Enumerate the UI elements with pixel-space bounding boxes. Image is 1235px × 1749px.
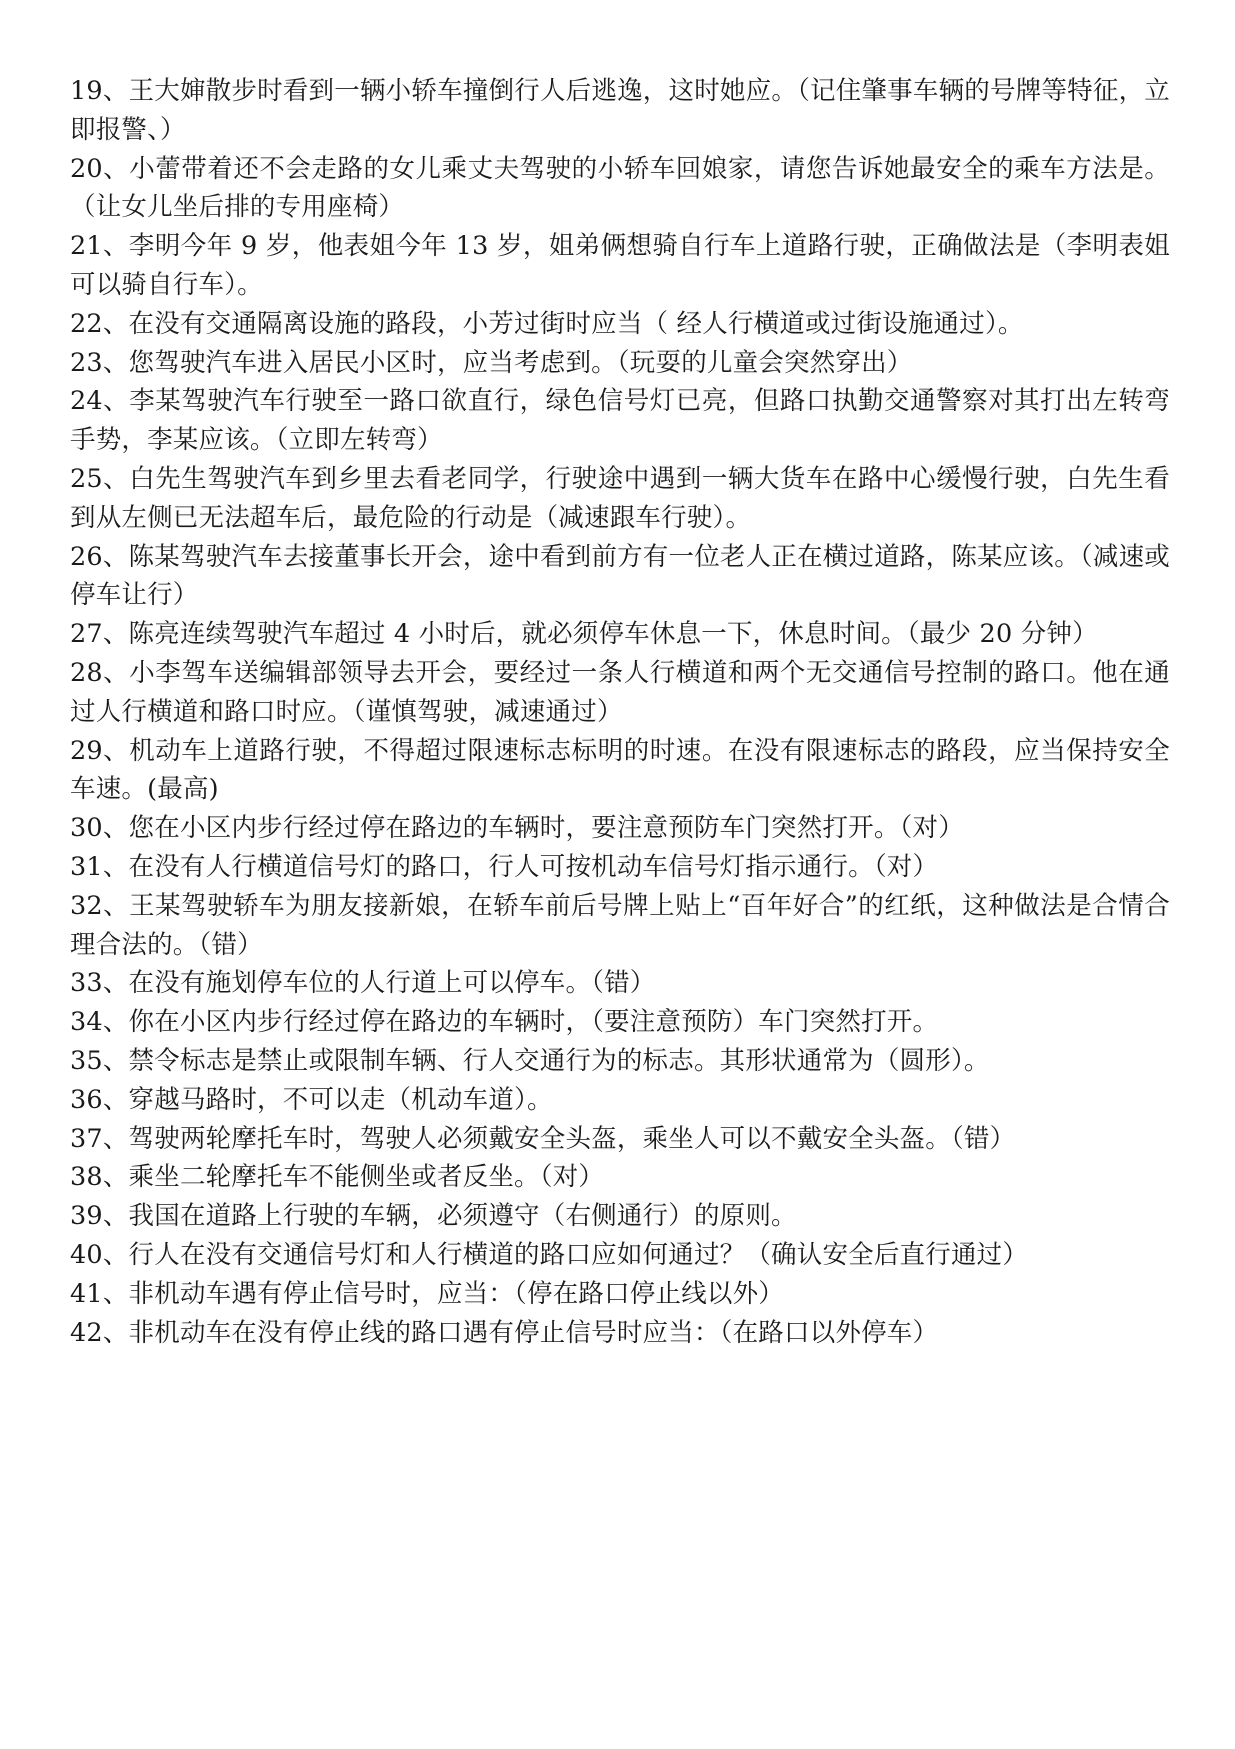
question-36: 36、穿越马路时，不可以走（机动车道）。 (70, 1084, 553, 1115)
question-27: 27、陈亮连续驾驶汽车超过 4 小时后，就必须停车休息一下，休息时间。（最少 20 分钟） (70, 619, 1098, 650)
question-19: 19、王大婶散步时看到一辆小轿车撞倒行人后逃逸，这时她应。（记住肇事车辆的号牌等特征，立即报警、） (70, 76, 1170, 145)
question-41: 41、非机动车遇有停止信号时，应当：（停在路口停止线以外） (70, 1278, 784, 1309)
document-page (70, 72, 1170, 1352)
question-23: 23、您驾驶汽车进入居民小区时，应当考虑到。（玩耍的儿童会突然穿出） (70, 347, 913, 378)
question-26: 26、陈某驾驶汽车去接董事长开会，途中看到前方有一位老人正在横过道路，陈某应该。（减速或停车让行） (70, 541, 1170, 611)
question-28: 28、小李驾车送编辑部领导去开会，要经过一条人行横道和两个无交通信号控制的路口。他在通过人行横道和路口时应。（谨慎驾驶，减速通过） (70, 657, 1170, 727)
question-20: 20、小蕾带着还不会走路的女儿乘丈夫驾驶的小轿车回娘家，请您告诉她最安全的乘车方法是。（让女儿坐后排的专用座椅） (70, 153, 1170, 223)
question-25: 25、白先生驾驶汽车到乡里去看老同学，行驶途中遇到一辆大货车在路中心缓慢行驶，白先生看到从左侧已无法超车后，最危险的行动是（减速跟车行驶）。 (70, 463, 1170, 533)
question-42: 42、非机动车在没有停止线的路口遇有停止信号时应当：（在路口以外停车） (70, 1317, 939, 1348)
question-24: 24、李某驾驶汽车行驶至一路口欲直行，绿色信号灯已亮，但路口执勤交通警察对其打出左转弯手势，李某应该。（立即左转弯） (70, 386, 1170, 456)
question-34: 34、你在小区内步行经过停在路边的车辆时，（要注意预防）车门突然打开。 (70, 1007, 939, 1038)
question-33: 33、在没有施划停车位的人行道上可以停车。（错） (70, 968, 656, 999)
question-37: 37、驾驶两轮摩托车时，驾驶人必须戴安全头盔，乘坐人可以不戴安全头盔。（错） (70, 1123, 1016, 1154)
question-40: 40、行人在没有交通信号灯和人行横道的路口应如何通过？（确认安全后直行通过） (70, 1239, 1029, 1270)
question-22: 22、在没有交通隔离设施的路段，小芳过街时应当（ 经人行横道或过街设施通过）。 (70, 308, 1024, 339)
question-38: 38、乘坐二轮摩托车不能侧坐或者反坐。（对） (70, 1162, 605, 1193)
question-21: 21、李明今年 9 岁，他表姐今年 13 岁，姐弟俩想骑自行车上道路行驶，正确做法是（李明表姐可以骑自行车）。 (70, 231, 1170, 300)
question-31: 31、在没有人行横道信号灯的路口，行人可按机动车信号灯指示通行。（对） (70, 851, 939, 882)
question-30: 30、您在小区内步行经过停在路边的车辆时，要注意预防车门突然打开。（对） (70, 813, 964, 844)
question-32: 32、王某驾驶轿车为朋友接新娘，在轿车前后号牌上贴上“百年好合”的红纸，这种做法是合情合理合法的。（错） (70, 890, 1170, 960)
question-35: 35、禁令标志是禁止或限制车辆、行人交通行为的标志。其形状通常为（圆形）。 (70, 1045, 990, 1076)
question-39: 39、我国在道路上行驶的车辆，必须遵守（右侧通行）的原则。 (70, 1201, 797, 1232)
question-29: 29、机动车上道路行驶，不得超过限速标志标明的时速。在没有限速标志的路段，应当保持安全车速。(最高) (70, 735, 1170, 805)
